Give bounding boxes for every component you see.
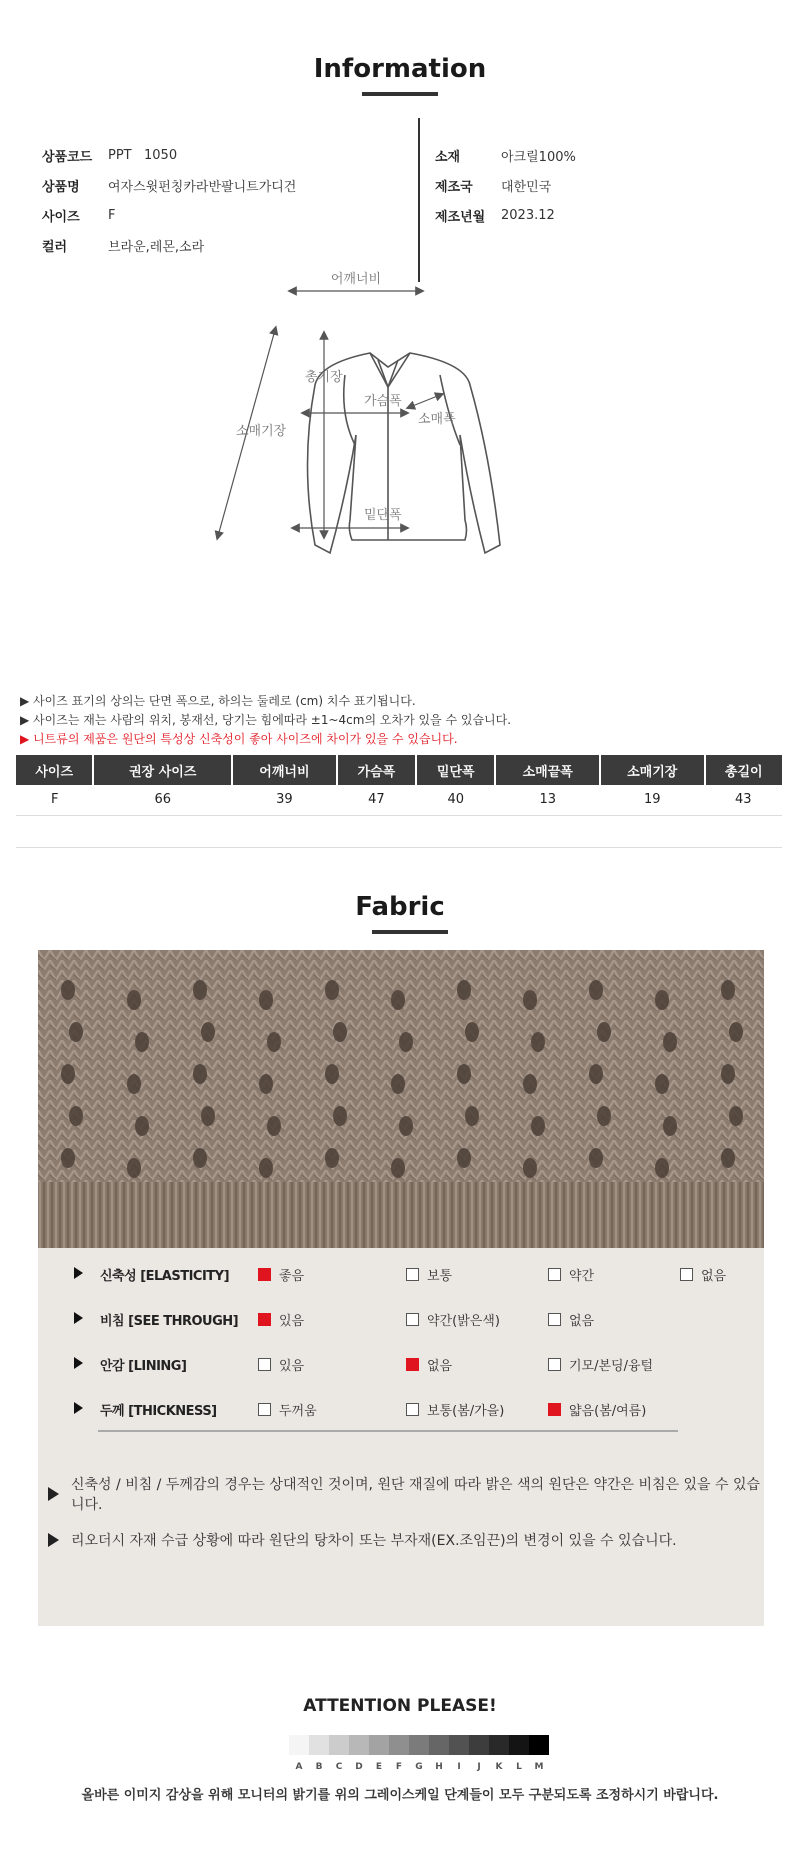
table-cell: 43 (705, 785, 783, 815)
knit-eyelet (69, 1022, 83, 1042)
grayscale-letter: D (355, 1762, 363, 1772)
fabric-title: Fabric (355, 892, 445, 922)
info-row-size (42, 200, 402, 230)
knit-eyelet (597, 1106, 611, 1126)
knit-eyelet (399, 1116, 413, 1136)
unchecked-box-icon (680, 1268, 693, 1281)
unchecked-box-icon (548, 1268, 561, 1281)
label-hem: 밑단폭 (364, 508, 402, 523)
info-key: 상품명 (42, 179, 80, 195)
knit-eyelet (523, 1158, 537, 1178)
properties-divider (98, 1430, 678, 1432)
knit-eyelet (465, 1022, 479, 1042)
option-see-through-yes: 있음 (258, 1310, 304, 1329)
info-key: 상품코드 (42, 149, 93, 165)
play-arrow-icon (48, 1487, 59, 1501)
grayscale-swatch (389, 1735, 409, 1755)
knit-eyelet (721, 1148, 735, 1168)
play-arrow-icon (48, 1533, 59, 1547)
knit-eyelet (589, 1064, 603, 1084)
info-value: 대한민국 (501, 179, 552, 195)
info-key: 제조국 (435, 179, 473, 195)
table-cell: 39 (232, 785, 337, 815)
property-name: 비침 [SEE THROUGH] (100, 1314, 239, 1329)
label-sleeve-width: 소매폭 (418, 412, 456, 427)
section-divider (16, 847, 782, 848)
grayscale-swatch (469, 1735, 489, 1755)
unchecked-box-icon (258, 1358, 271, 1371)
knit-eyelet (127, 1074, 141, 1094)
size-note: ▶ 사이즈는 재는 사람의 위치, 봉재선, 당기는 힘에따라 ±1~4cm의 오차가 있을 수 있습니다. (20, 713, 512, 727)
property-name: 안감 [LINING] (100, 1359, 187, 1374)
table-cell: 40 (416, 785, 495, 815)
grayscale-swatch (509, 1735, 529, 1755)
knit-eyelet (531, 1116, 545, 1136)
option-elasticity-normal: 보통 (406, 1265, 452, 1284)
play-arrow-icon (74, 1312, 83, 1324)
grayscale-letter: M (534, 1762, 544, 1772)
grayscale-letter: E (375, 1762, 383, 1772)
info-value: 아크릴100% (501, 149, 576, 165)
checked-box-icon (548, 1403, 561, 1416)
knit-eyelet (69, 1106, 83, 1126)
grayscale-letter: L (516, 1762, 522, 1772)
knit-eyelet (333, 1022, 347, 1042)
grayscale-swatch (489, 1735, 509, 1755)
option-see-through-none: 없음 (548, 1310, 594, 1329)
play-arrow-icon (74, 1357, 83, 1369)
knit-eyelet (399, 1032, 413, 1052)
info-row-product-name (42, 170, 402, 200)
knit-eyelet (333, 1106, 347, 1126)
grayscale-swatch (429, 1735, 449, 1755)
grayscale-swatch (309, 1735, 329, 1755)
knit-eyelet (267, 1116, 281, 1136)
knit-eyelet (259, 1074, 273, 1094)
info-row-country (435, 170, 755, 200)
size-table-header (16, 755, 782, 785)
knit-eyelet (457, 1064, 471, 1084)
option-lining-yes: 있음 (258, 1355, 304, 1374)
size-note-warning: ▶ 니트류의 제품은 원단의 특성상 신축성이 좋아 사이즈에 차이가 있을 수 있습니다. (20, 732, 458, 746)
knit-eyelet (655, 1158, 669, 1178)
unchecked-box-icon (406, 1403, 419, 1416)
grayscale-letter: G (415, 1762, 423, 1772)
fabric-properties-panel (38, 1248, 764, 1626)
knit-eyelet (61, 980, 75, 1000)
knit-eyelet (127, 1158, 141, 1178)
property-name: 신축성 [ELASTICITY] (100, 1269, 230, 1284)
unchecked-box-icon (406, 1268, 419, 1281)
table-cell: 47 (337, 785, 416, 815)
info-value: 브라운,레몬,소라 (108, 239, 205, 255)
checked-box-icon (406, 1358, 419, 1371)
fabric-closeup-photo (38, 950, 764, 1248)
column-header: 밑단폭 (416, 755, 495, 785)
info-row-manufactured (435, 200, 755, 230)
grayscale-strip (289, 1735, 549, 1755)
grayscale-swatch (369, 1735, 389, 1755)
sleeve-width-arrow (410, 395, 440, 407)
option-elasticity-slight: 약간 (548, 1265, 594, 1284)
table-cell: 13 (495, 785, 600, 815)
grayscale-letter: K (495, 1762, 503, 1772)
info-value: F (108, 207, 116, 223)
property-lining (38, 1353, 764, 1377)
info-row-product-code (42, 140, 402, 170)
knit-eyelet (721, 1064, 735, 1084)
label-total-length: 총기장 (305, 370, 343, 385)
option-lining-fleece: 기모/본딩/융털 (548, 1355, 653, 1374)
grayscale-swatch (289, 1735, 309, 1755)
knit-eyelet (61, 1064, 75, 1084)
knit-eyelet (325, 1064, 339, 1084)
option-elasticity-good: 좋음 (258, 1265, 304, 1284)
unchecked-box-icon (258, 1403, 271, 1416)
label-chest: 가슴폭 (364, 394, 402, 409)
info-key: 소재 (435, 149, 461, 165)
knit-eyelet (193, 1064, 207, 1084)
info-table-left (42, 140, 402, 260)
knit-eyelet (391, 1074, 405, 1094)
property-see-through (38, 1308, 764, 1332)
unchecked-box-icon (548, 1358, 561, 1371)
grayscale-letter: C (335, 1762, 343, 1772)
knit-eyelet (663, 1032, 677, 1052)
knit-eyelet (127, 990, 141, 1010)
knit-eyelet (325, 980, 339, 1000)
knit-eyelet (193, 1148, 207, 1168)
knit-eyelet (325, 1148, 339, 1168)
knit-eyelet (135, 1032, 149, 1052)
fabric-note: 리오더시 자재 수급 상황에 따라 원단의 탕차이 또는 부자재(EX.조임끈)의 변경이 있을 수 있습니다. (48, 1530, 677, 1550)
grayscale-letter: H (435, 1762, 443, 1772)
unchecked-box-icon (406, 1313, 419, 1326)
column-header: 가슴폭 (337, 755, 416, 785)
option-thickness-thick: 두꺼움 (258, 1400, 317, 1419)
info-key: 사이즈 (42, 209, 80, 225)
size-note: ▶ 사이즈 표기의 상의는 단면 폭으로, 하의는 둘레로 (cm) 치수 표기됩니다. (20, 694, 416, 708)
grayscale-swatch (329, 1735, 349, 1755)
play-arrow-icon (74, 1402, 83, 1414)
info-value: PPT 1050 (108, 147, 178, 163)
property-thickness (38, 1398, 764, 1422)
knit-eyelet (391, 1158, 405, 1178)
table-cell: F (16, 785, 93, 815)
knit-eyelet (457, 980, 471, 1000)
attention-title: ATTENTION PLEASE! (303, 1696, 497, 1716)
column-header: 어깨너비 (232, 755, 337, 785)
table-cell: 19 (600, 785, 705, 815)
info-row-material (435, 140, 755, 170)
column-header: 소매기장 (600, 755, 705, 785)
grayscale-letter: J (477, 1762, 481, 1772)
knit-eyelet (589, 980, 603, 1000)
knit-eyelet (135, 1116, 149, 1136)
knit-eyelet (597, 1022, 611, 1042)
knit-eyelet (201, 1022, 215, 1042)
size-notes (20, 692, 780, 749)
knit-eyelet (267, 1032, 281, 1052)
grayscale-labels (289, 1762, 549, 1772)
knit-eyelet (729, 1106, 743, 1126)
info-key: 제조년월 (435, 209, 486, 225)
info-table-right (435, 140, 755, 230)
option-elasticity-none: 없음 (680, 1265, 726, 1284)
info-divider (418, 118, 420, 282)
knit-eyelet (531, 1032, 545, 1052)
info-key: 컬러 (42, 239, 68, 255)
checked-box-icon (258, 1268, 271, 1281)
grayscale-letter: F (395, 1762, 403, 1772)
table-cell: 66 (93, 785, 232, 815)
knit-eyelet (259, 990, 273, 1010)
property-elasticity (38, 1263, 764, 1287)
info-value: 여자스윗펀칭카라반팔니트가디건 (108, 179, 297, 195)
fabric-title-underline (372, 930, 448, 934)
knit-eyelet (729, 1022, 743, 1042)
knit-eyelet (391, 990, 405, 1010)
grayscale-letter: I (457, 1762, 461, 1772)
size-table (16, 755, 782, 816)
knit-eyelet (193, 980, 207, 1000)
knit-eyelet (663, 1116, 677, 1136)
grayscale-letter: B (315, 1762, 323, 1772)
knit-eyelet (61, 1148, 75, 1168)
fabric-note: 신축성 / 비침 / 두께감의 경우는 상대적인 것이며, 원단 재질에 따라 밝은 색의 원단은 약간은 비침은 있을 수 있습니다. (48, 1474, 764, 1514)
label-shoulder: 어깨너비 (330, 272, 382, 287)
info-row-color (42, 230, 402, 260)
information-title-underline (362, 92, 438, 96)
garment-measurement-diagram (236, 272, 580, 660)
grayscale-swatch (529, 1735, 549, 1755)
knit-texture (38, 950, 764, 1248)
info-value: 2023.12 (501, 207, 555, 223)
knit-eyelet (655, 990, 669, 1010)
unchecked-box-icon (548, 1313, 561, 1326)
knit-eyelet (457, 1148, 471, 1168)
knit-eyelet (721, 980, 735, 1000)
column-header: 사이즈 (16, 755, 93, 785)
grayscale-swatch (349, 1735, 369, 1755)
knit-eyelet (465, 1106, 479, 1126)
knit-eyelet (201, 1106, 215, 1126)
knit-eyelet (523, 1074, 537, 1094)
knit-eyelet (259, 1158, 273, 1178)
knit-eyelet (655, 1074, 669, 1094)
column-header: 총길이 (705, 755, 783, 785)
grayscale-swatch (409, 1735, 429, 1755)
attention-note: 올바른 이미지 감상을 위해 모니터의 밝기를 위의 그레이스케일 단계들이 모두 구분되도록 조정하시기 바랍니다. (81, 1788, 719, 1803)
option-thickness-thin: 얇음(봄/여름) (548, 1400, 646, 1419)
checked-box-icon (258, 1313, 271, 1326)
play-arrow-icon (74, 1267, 83, 1279)
knit-eyelet (523, 990, 537, 1010)
knit-eyelet (589, 1148, 603, 1168)
information-title: Information (313, 54, 487, 84)
grayscale-swatch (449, 1735, 469, 1755)
column-header: 권장 사이즈 (93, 755, 232, 785)
option-see-through-slight: 약간(밝은색) (406, 1310, 500, 1329)
column-header: 소매끝폭 (495, 755, 600, 785)
property-name: 두께 [THICKNESS] (100, 1404, 217, 1419)
option-lining-none: 없음 (406, 1355, 452, 1374)
label-sleeve-length: 소매기장 (236, 424, 287, 439)
table-row (16, 785, 782, 815)
option-thickness-normal: 보통(봄/가을) (406, 1400, 504, 1419)
grayscale-letter: A (295, 1762, 303, 1772)
